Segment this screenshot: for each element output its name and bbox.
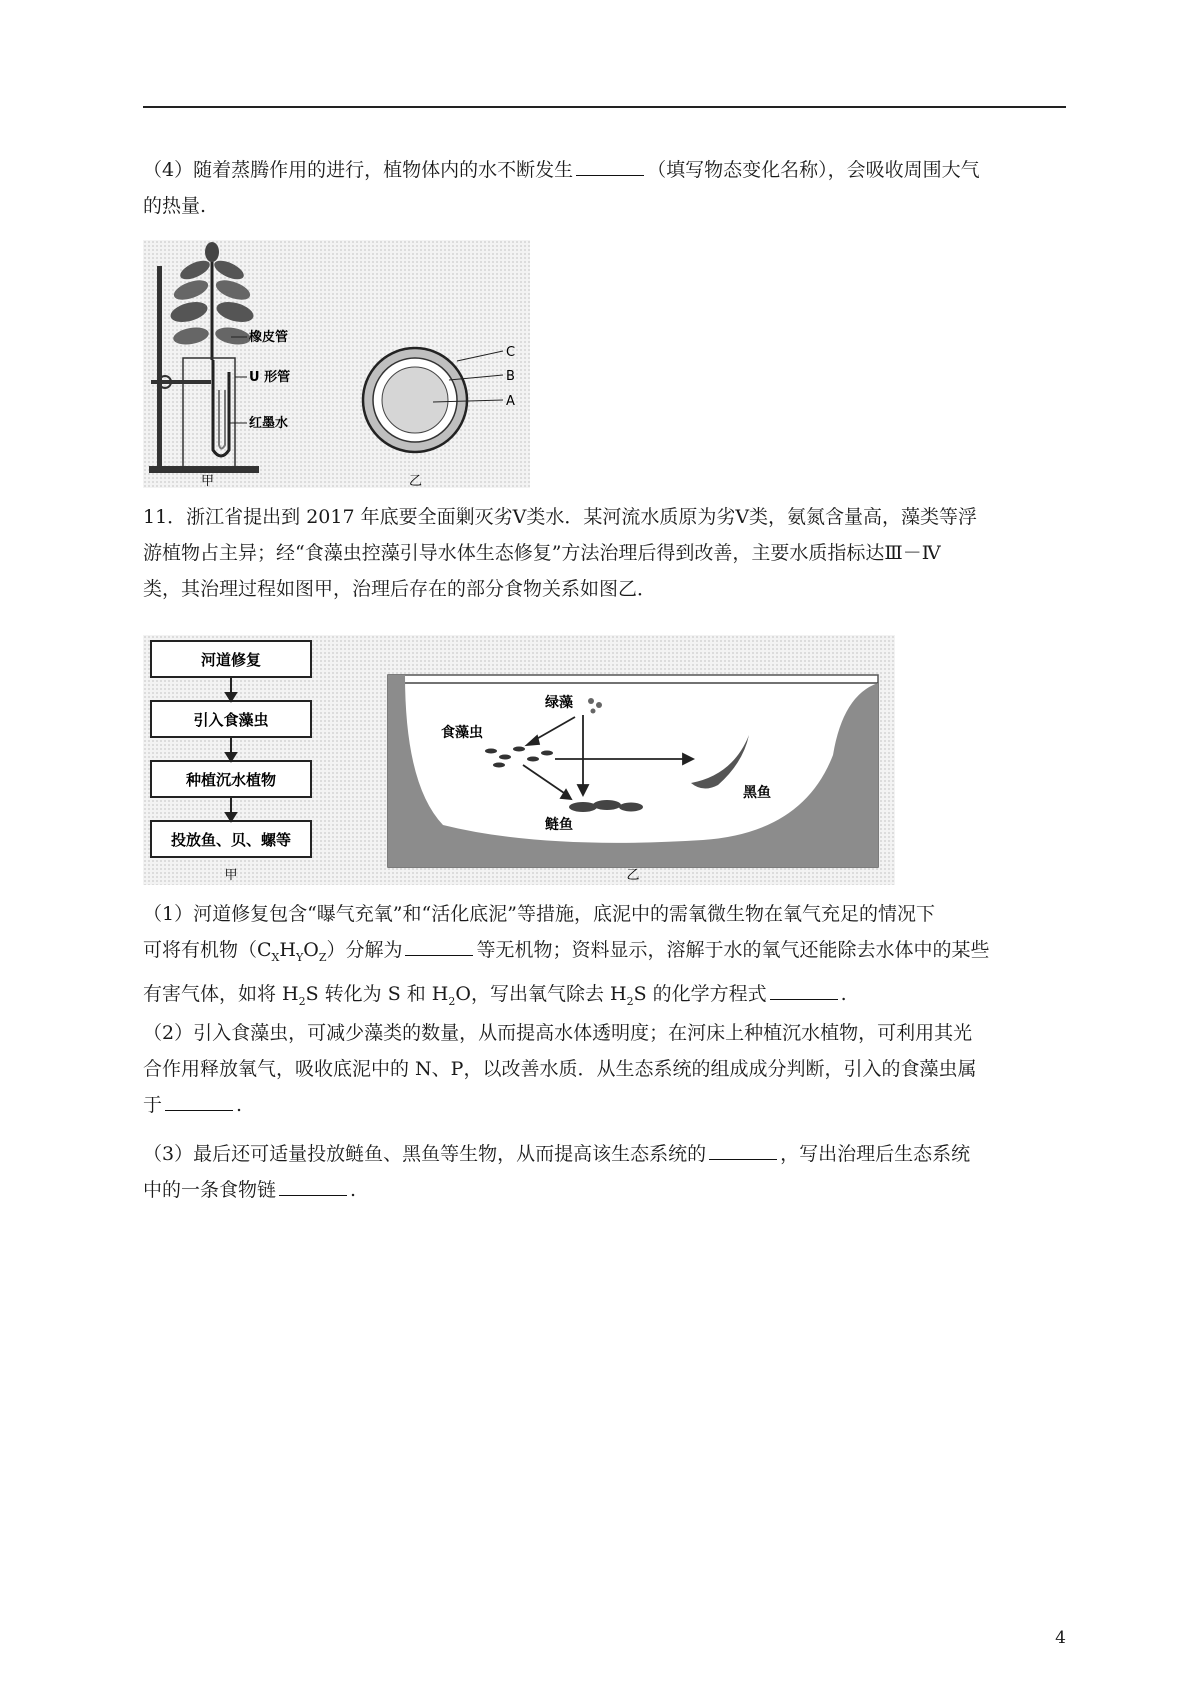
q11-line-2: 游植物占主异；经“食藻虫控藻引导水体生态修复”方法治理后得到改善，主要水质指标达Ⅲ－Ⅳ (143, 542, 941, 564)
step-label: 投放鱼、贝、螺等 (170, 831, 292, 849)
label-rubber-tube: 橡皮管 (249, 330, 289, 345)
subscript: Y (295, 950, 304, 964)
label-u-tube: U 形管 (249, 370, 291, 385)
answer-blank[interactable] (576, 157, 644, 176)
q11-line-1: 11．浙江省提出到 2017 年底要全面剿灭劣Ⅴ类水．某河流水质原为劣Ⅴ类，氨氮含量高，藻类等浮 (143, 506, 978, 528)
stem-cross-section (363, 348, 467, 452)
p1-text: 可将有机物（C (143, 939, 272, 961)
label-b: B (506, 369, 515, 384)
p2-text: 于 (143, 1094, 163, 1116)
label-green-algae: 绿藻 (545, 695, 573, 711)
step-label: 种植沉水植物 (185, 771, 277, 789)
q4-text-a: （4）随着蒸腾作用的进行，植物体内的水不断发生 (143, 159, 574, 181)
answer-blank[interactable] (709, 1141, 777, 1160)
p2-line-1: （2）引入食藻虫，可减少藻类的数量，从而提高水体透明度；在河床上种植沉水植物，可利用其光 (143, 1022, 973, 1044)
q4-text-b: （填写物态变化名称），会吸收周围大气 (647, 159, 980, 181)
p2-text: . (236, 1094, 243, 1116)
label-snakehead: 黑鱼 (743, 785, 771, 801)
plant-illustration (168, 242, 255, 360)
p1-text: H (279, 939, 296, 961)
p3-text: ，写出治理后生态系统 (780, 1143, 971, 1165)
p1-text: 有害气体，如将 H (143, 982, 299, 1005)
process-flowchart (151, 641, 311, 883)
p3-text: . (350, 1179, 357, 1201)
p1-line-1: （1）河道修复包含“曝气充氧”和“活化底泥”等措施，底泥中的需氧微生物在氧气充足的情况下 (143, 903, 935, 925)
p1-text: O (303, 939, 319, 961)
label-yi: 乙 (626, 868, 640, 883)
p1-text: S 转化为 S 和 H (305, 982, 449, 1005)
part-2 (143, 1015, 1066, 1123)
label-algae-eater: 食藻虫 (441, 725, 483, 741)
question-4 (143, 152, 1066, 224)
label-jia: 甲 (224, 868, 238, 883)
subscript: X (271, 950, 280, 964)
p1-text: S 的化学方程式 (633, 982, 767, 1005)
step-label: 河道修复 (200, 651, 262, 669)
part-1 (143, 896, 1066, 1020)
header-rule (143, 106, 1066, 108)
label-yi: 乙 (409, 474, 423, 488)
answer-blank[interactable] (165, 1092, 233, 1111)
p1-text: 等无机物；资料显示，溶解于水的氧气还能除去水体中的某些 (476, 939, 990, 961)
label-c: C (506, 345, 516, 360)
p3-text: 中的一条食物链 (143, 1179, 277, 1201)
part-3 (143, 1136, 1066, 1208)
subscript: 2 (448, 994, 456, 1008)
label-silver-carp: 鲢鱼 (545, 817, 573, 833)
label-a: A (506, 394, 515, 409)
subscript: Z (318, 950, 327, 964)
q4-text-c: 的热量. (143, 195, 207, 217)
q11-line-3: 类，其治理过程如图甲，治理后存在的部分食物关系如图乙． (143, 578, 657, 600)
p3-text: （3）最后还可适量投放鲢鱼、黑鱼等生物，从而提高该生态系统的 (143, 1143, 707, 1165)
stand-rod (157, 266, 162, 472)
figure-transpiration (143, 240, 530, 488)
label-jia: 甲 (201, 474, 215, 488)
p1-text: ）分解为 (326, 939, 403, 961)
subscript: 2 (626, 994, 634, 1008)
answer-blank[interactable] (405, 937, 473, 956)
p2-line-2: 合作用释放氧气，吸收底泥中的 N、P，以改善水质．从生态系统的组成成分判断，引入的食藻虫属 (143, 1058, 977, 1080)
label-red-ink: 红墨水 (249, 416, 289, 431)
question-11-intro (143, 499, 1066, 607)
step-label: 引入食藻虫 (193, 711, 269, 729)
subscript: 2 (298, 994, 306, 1008)
answer-blank[interactable] (770, 981, 838, 1000)
p1-text: O，写出氧气除去 H (455, 982, 627, 1005)
figure-river-restoration (143, 635, 895, 885)
page-number: 4 (1055, 1628, 1066, 1648)
answer-blank[interactable] (279, 1177, 347, 1196)
u-tube (213, 360, 229, 456)
p1-text: . (840, 982, 847, 1005)
pond-food-web (388, 675, 878, 883)
